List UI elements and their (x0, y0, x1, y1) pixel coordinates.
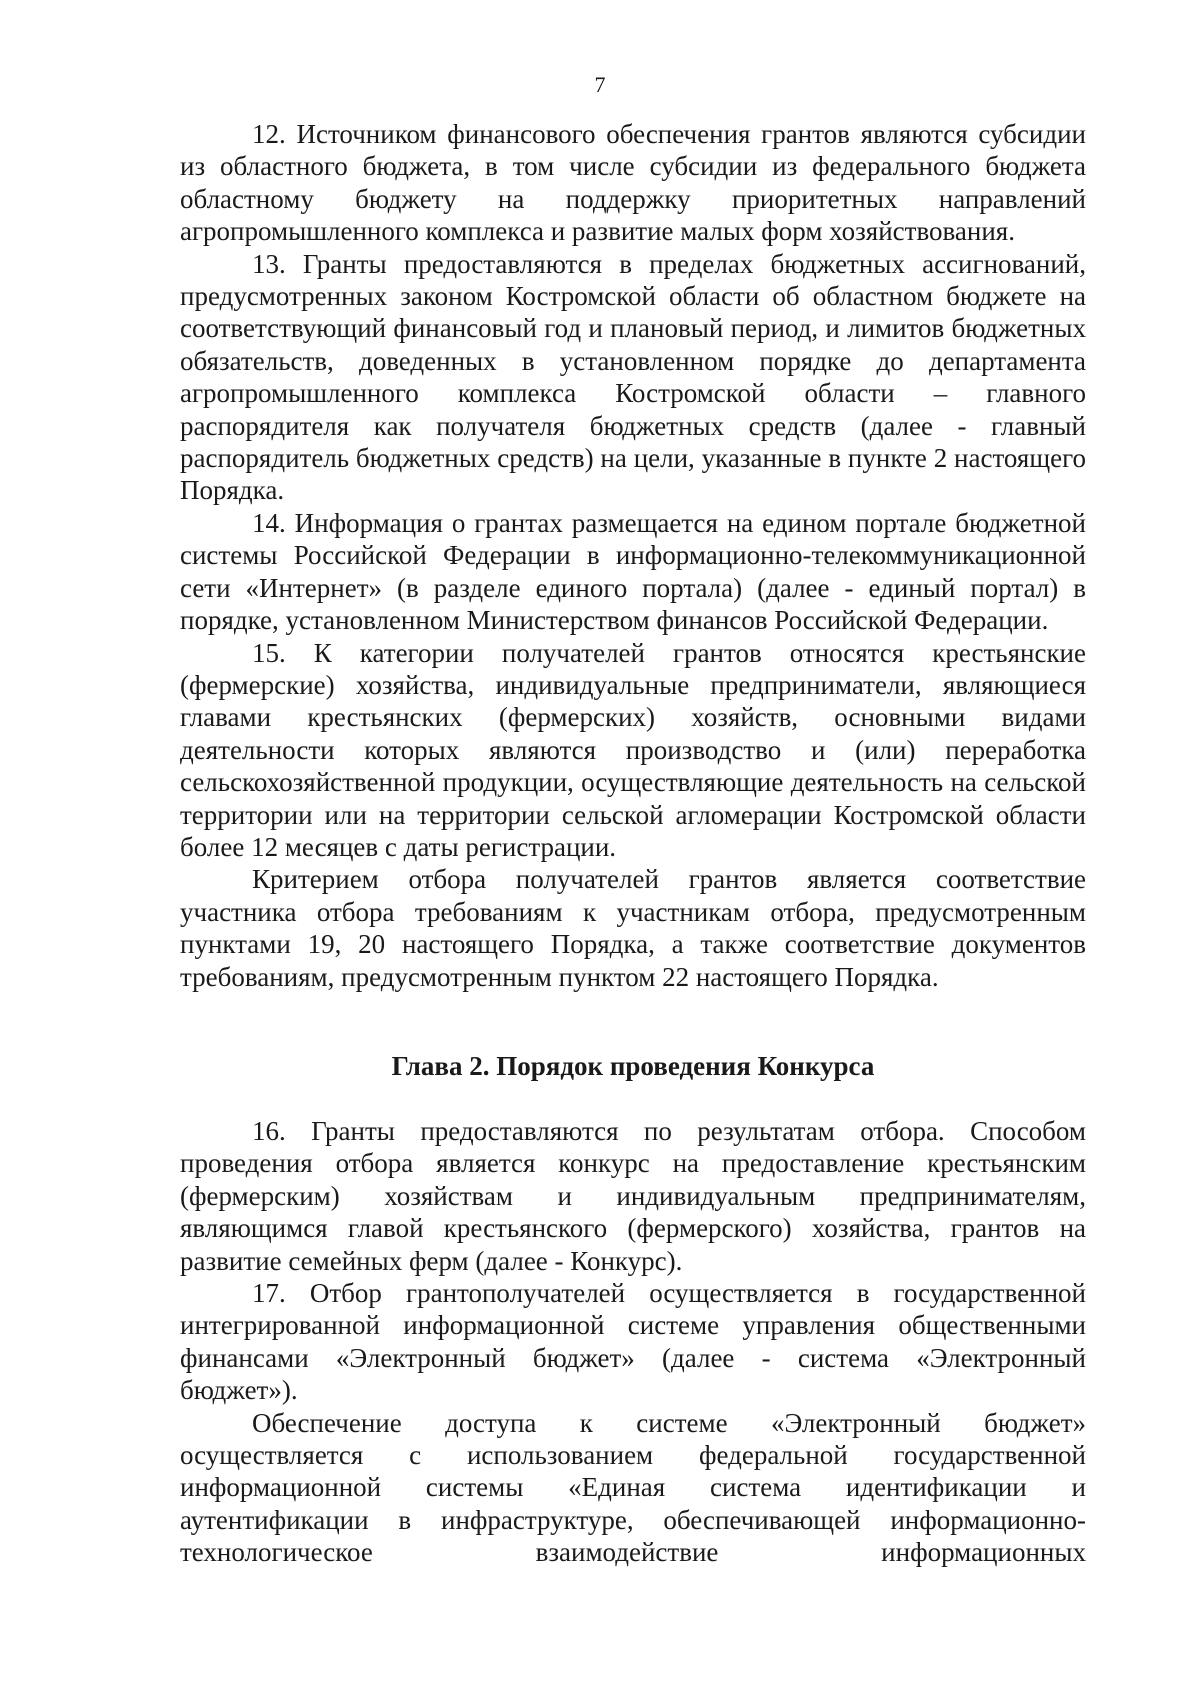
paragraph-selection-criterion: Критерием отбора получателей грантов является соответствие участника отбора требованиям к участникам отбора, предусмотренным пунктами 19, 20 настоящего Порядка, а также соответствие документов требованиям, предусмотренным пунктом 22 настоящего Порядка. (180, 864, 1086, 992)
chapter-heading: Глава 2. Порядок проведения Конкурса (391, 1051, 875, 1081)
paragraph-17: 17. Отбор грантополучателей осуществляется в государственной интегрированной информационной системе управления общественными финансами «Электронный бюджет» (далее - система «Электронный бюджет»). (180, 1278, 1086, 1406)
paragraph-14: 14. Информация о грантах размещается на едином портале бюджетной системы Российской Федерации в информационно-телекоммуникационной сети «Интернет» (в разделе единого портала) (далее - единый портал) в порядке, установленном Министерством финансов Российской Федерации. (180, 507, 1086, 636)
paragraph-13: 13. Гранты предоставляются в пределах бюджетных ассигнований, предусмотренных законом Костромской области об областном бюджете на соответствующий финансовый год и плановый период, и лимитов бюджетных обязательств, доведенных в установленном порядке до департамента агропромышленного комплекса Костромской области – главного распорядителя как получателя бюджетных средств (далее - главный распорядитель бюджетных средств) на цели, указанные в пункте 2 настоящего Порядка. (180, 248, 1086, 506)
page-number: 7 (594, 72, 606, 97)
paragraph-access: Обеспечение доступа к системе «Электронный бюджет» осуществляется с использованием федеральной государственной информационной системы «Единая система идентификации и аутентификации в инфраструктуре, обеспечивающей информационно-технологическое взаимодействие информационных (180, 1407, 1086, 1568)
paragraph-12: 12. Источником финансового обеспечения грантов являются субсидии из областного бюджета, в том числе субсидии из федерального бюджета областному бюджету на поддержку приоритетных направлений агропромышленного комплекса и развитие малых форм хозяйствования. (180, 119, 1086, 247)
section-paragraphs-2 (180, 1115, 1086, 1569)
paragraph-15: 15. К категории получателей грантов относятся крестьянские (фермерские) хозяйства, индивидуальные предприниматели, являющиеся главами крестьянских (фермерских) хозяйств, основными видами деятельности которых являются производство и (или) переработка сельскохозяйственной продукции, осуществляющие деятельность на сельской территории или на территории сельской агломерации Костромской области более 12 месяцев с даты регистрации. (180, 637, 1086, 862)
section-paragraphs-1 (180, 118, 1086, 993)
paragraph-16: 16. Гранты предоставляются по результатам отбора. Способом проведения отбора является конкурс на предоставление крестьянским (фермерским) хозяйствам и индивидуальным предпринимателям, являющимся главой крестьянского (фермерского) хозяйства, грантов на развитие семейных ферм (далее - Конкурс). (180, 1116, 1086, 1276)
